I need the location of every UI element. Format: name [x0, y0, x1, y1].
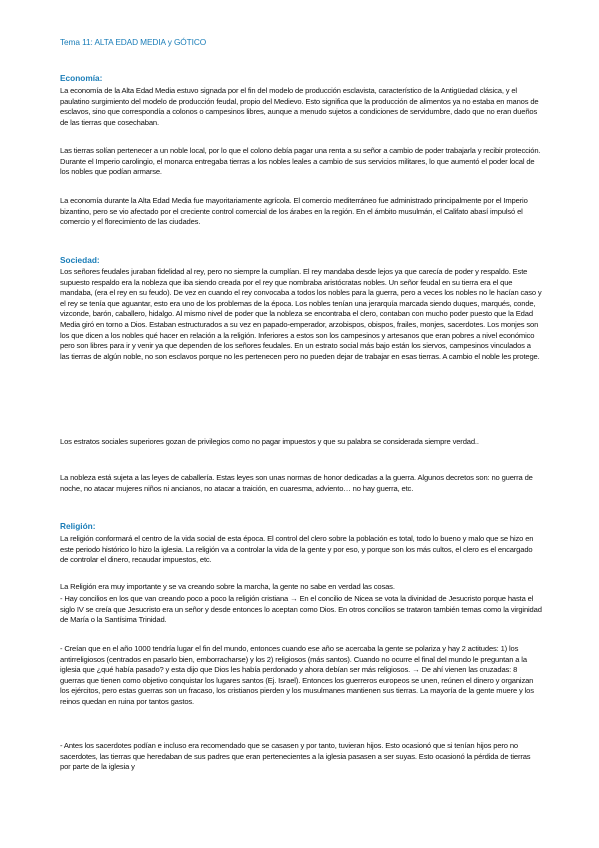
religion-paragraph-4: - Creían que en el año 1000 tendría lugar el fin del mundo, entonces cuando ese año se acercaba la gente se polariza y hay 2 actitudes: 1) los antirreligiosos (centrados en pasarlo bien, emborracharse) y los 2) religiosos (más santos). Cuando no ocurre el final del mundo le preguntan a la iglesia que ¿qué había pasado? y esta dijo que Dios les había perdonado y ahora debían ser más religiosos. → De ahí vienen las cruzadas: 8 guerras que tienen como objetivo conquistar los lugares santos (Ej. Israel). Entonces los guerreros europeos se unen, reúnen el dinero y organizan los ejércitos, pero estas guerras son un fracaso, los cristianos pierden y los musulmanes mantienen sus tierras. La mayoría de la gente muere y los reinos quedan en ruina por tantos gastos. [60, 644, 534, 706]
sociedad-paragraph-1: Los señores feudales juraban fidelidad al rey, pero no siempre la cumplían. El rey mandaba desde lejos ya que carecía de poder y respaldo. Este supuesto respaldo era la nobleza que iba siendo creada por el rey que nombraba aristócratas nobles. Un señor feudal en su tierra era el que mandaba, (era el rey en su feudo). De vez en cuando el rey convocaba a todos los nobles para la guerra, pero a veces los nobles no le hacían caso y el rey se tenía que aguantar, esto era uno de los problemas de la época. Los nobles tenían una jerarquía marcada siendo duques, marqués, conde, vizconde, barón, caballero, hidalgo. Al mismo nivel de poder que la nobleza se encontraba el clero, contaban con mucho poder puesto que la Edad Media giró en torno a Dios. Estaban estructurados a su vez en papado-emperador, arzobispos, obispos, frailes, monjes, sacerdotes. Los monjes son los que dicen a los nobles qué hacer en relación a la religión. Inferiores a estos son los campesinos y artesanos que eran pobres a nivel económico pero son libres para ir y venir ya que dependen de los señores feudales. En un estrato social más bajo están los siervos, campesinos vinculados a las tierras de algún noble, no son esclavos porque no les pertenecen pero no pueden dejar de trabajar en esas tierras. A cambio el noble les protege. [60, 267, 542, 361]
religion-paragraph-3: - Hay concilios en los que van creando poco a poco la religión cristiana → En el concilio de Nicea se vota la divinidad de Jesucristo porque hasta el siglo IV se creía que Jesucristo era un señor y desde entonces lo aceptan como Dios. En otros concilios se trataron también temas como la virginidad de María o la Santísima Trinidad. [60, 594, 542, 625]
document-title: Tema 11: ALTA EDAD MEDIA y GÓTICO [60, 37, 207, 47]
section-heading-religion: Religión: [60, 521, 96, 531]
economia-paragraph-2: Las tierras solían pertenecer a un noble local, por lo que el colono debía pagar una renta a su señor a cambio de poder trabajarla y recibir protección. Durante el Imperio carolingio, el monarca entregaba tierras a los nobles leales a cambio de sus servicios militares, lo que aumentó el poder local de los nobles que podían armarse. [60, 146, 541, 177]
religion-paragraph-5: - Antes los sacerdotes podían e incluso era recomendado que se casasen y por tanto, tuvieran hijos. Esto ocasionó que si tenían hijos pero no sacerdotes, las tierras que heredaban de sus padres que eran pertenecientes a la iglesia pasasen a ser suyas. Esto ocasionó la pérdida de tierras por parte de la iglesia y [60, 741, 531, 772]
religion-paragraph-1: La religión conformará el centro de la vida social de esta época. El control del clero sobre la población es total, todo lo bueno y malo que se hizo en este periodo histórico lo hizo la iglesia. La religión va a controlar la vida de la gente y por eso, y porque son los más cultos, el clero es el encargado de controlar el dinero, recaudar impuestos, etc. [60, 534, 534, 565]
economia-paragraph-3: La economía durante la Alta Edad Media fue mayoritariamente agrícola. El comercio mediterráneo fue administrado principalmente por el Imperio bizantino, pero se vio afectado por el creciente control comercial de los árabes en la región. En el ámbito musulmán, el Califato abasí impulsó el comercio y el florecimiento de las ciudades. [60, 196, 528, 227]
religion-paragraph-2: La Religión era muy importante y se va creando sobre la marcha, la gente no sabe en verdad las cosas. [60, 582, 395, 591]
section-heading-sociedad: Sociedad: [60, 255, 100, 265]
economia-paragraph-1: La economía de la Alta Edad Media estuvo signada por el fin del modelo de producción esclavista, característico de la Antigüedad clásica, y el paulatino surgimiento del modelo de producción feudal, propio del Medievo. Esto significa que la producción de alimentos ya no estaba en manos de esclavos, sino que correspondía a colonos o campesinos libres, aunque a menudo sujetos a condiciones de servidumbre, dado que no eran dueños de las tierras que cosechaban. [60, 86, 539, 127]
sociedad-paragraph-2: Los estratos sociales superiores gozan de privilegios como no pagar impuestos y que su palabra se considerada siempre verdad.. [60, 437, 479, 446]
section-heading-economia: Economía: [60, 73, 103, 83]
sociedad-paragraph-3: La nobleza está sujeta a las leyes de caballería. Estas leyes son unas normas de honor dedicadas a la guerra. Algunos decretos son: no guerra de noche, no atacar mujeres niños ni ancianos, no atacar a traición, en cuaresma, adviento… no hay guerra, etc. [60, 473, 533, 493]
